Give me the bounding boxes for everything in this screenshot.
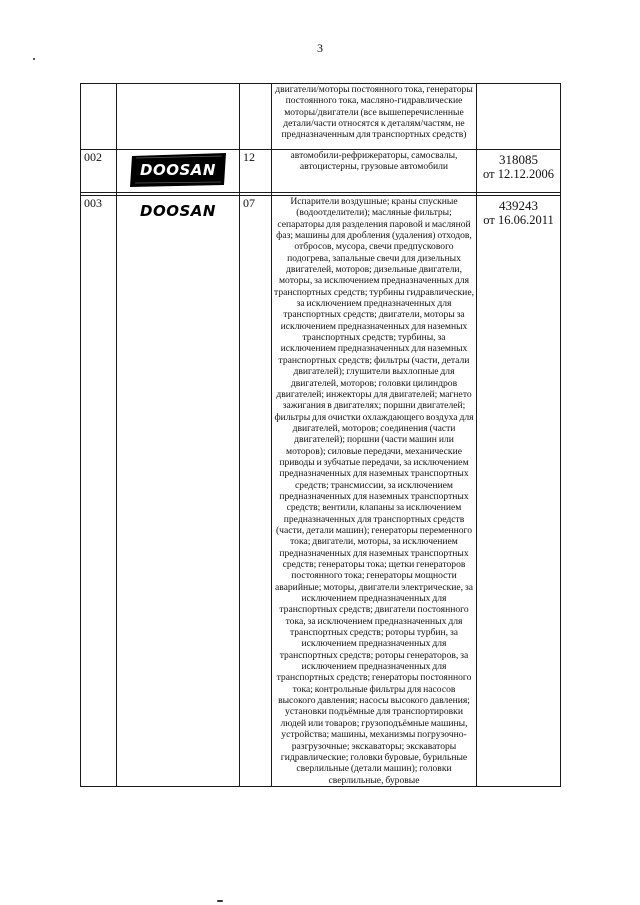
registration-date: от 16.06.2011 xyxy=(483,213,554,227)
registration-cell xyxy=(477,150,561,193)
table-row xyxy=(81,196,561,787)
doosan-wordmark-text: DOOSAN xyxy=(140,202,216,220)
trademark-cell xyxy=(117,84,240,150)
class-number: 07 xyxy=(240,196,272,787)
doosan-badge-text: DOOSAN xyxy=(140,161,216,179)
registration-number: 318085 xyxy=(499,152,538,167)
goods-description: Испарители воздушные; краны спускные (водоотделители); масляные фильтры; сепараторы для разделения паровой и масляной фаз; машины для дробления (удаления) отходов, отбросов, мусора, свечи предпускового подогрева, запальные свечи для дизельных двигателей, моторов; дизельные двигатели, моторы, за исключением предназначенных для транспортных средств; турбины гидравлические, за исключением предназначенных для транспортных средств; двигатели, моторы за исключением предназначенных для наземных транспортных средств; турбины, за исключением предназначенных для наземных транспортных средств; фильтры (части, детали двигателей); глушители выхлопные для двигателей, моторов; головки цилиндров двигателей; инжекторы для двигателей; магнето зажигания в двигателях; поршни двигателей; фильтры для очистки охлаждающего воздуха для двигателей, моторов; соединения (части двигателей); поршни (части машин или моторов); силовые передачи, механические приводы и зубчатые передачи, за исключением предназначенных для наземных транспортных средств; трансмиссии, за исключением предназначенных для наземных транспортных средств; вентили, клапаны за исключением предназначенных для транспортных средств (части, детали машин); генераторы переменного тока; двигатели, моторы, за исключением предназначенных для наземных транспортных средств; генераторы тока; щетки генераторов постоянного тока; генераторы мощности аварийные; моторы, двигатели электрические, за исключением предназначенных для транспортных средств; двигатели постоянного тока, за исключением предназначенных для транспортных средств; роторы турбин, за исключением предназначенных для транспортных средств; роторы генераторов, за исключением предназначенных для транспортных средств; генераторы постоянного тока; контрольные фильтры для насосов высокого давления; насосы высокого давления; установки подъёмные для транспортировки людей или товаров; грузоподъёмные машины, устройства; машины, механизмы погрузочно-разгрузочные; экскаваторы; экскаваторы гидравлические; головки буровые, бурильные сверлильные (детали машин); головки сверлильные, буровые xyxy=(272,196,477,787)
trademark-cell xyxy=(117,150,240,193)
class-number xyxy=(240,84,272,150)
row-number xyxy=(81,84,117,150)
registration-number: 439243 xyxy=(499,198,538,213)
trademark-table xyxy=(80,83,561,787)
registration-date: от 12.12.2006 xyxy=(483,167,554,181)
scan-speck xyxy=(217,900,223,902)
class-number: 12 xyxy=(240,150,272,193)
table-row xyxy=(81,84,561,150)
goods-description: двигатели/моторы постоянного тока, генераторы постоянного тока, масляно-гидравлические моторы/двигатели (все вышеперечисленные детали/части относятся к деталям/частям, не предназначенным для транспортных средств) xyxy=(272,84,477,150)
goods-description: автомобили-рефрижераторы, самосвалы, автоцистерны, грузовые автомобили xyxy=(272,150,477,193)
row-number: 002 xyxy=(81,150,117,193)
row-number: 003 xyxy=(81,196,117,787)
scan-speck xyxy=(33,58,35,60)
trademark-cell xyxy=(117,196,240,787)
table-row xyxy=(81,150,561,193)
doosan-wordmark-logo xyxy=(128,202,228,220)
registration-cell xyxy=(477,84,561,150)
registration-cell xyxy=(477,196,561,787)
doosan-badge-logo xyxy=(126,152,230,188)
page-number: 3 xyxy=(317,41,323,55)
